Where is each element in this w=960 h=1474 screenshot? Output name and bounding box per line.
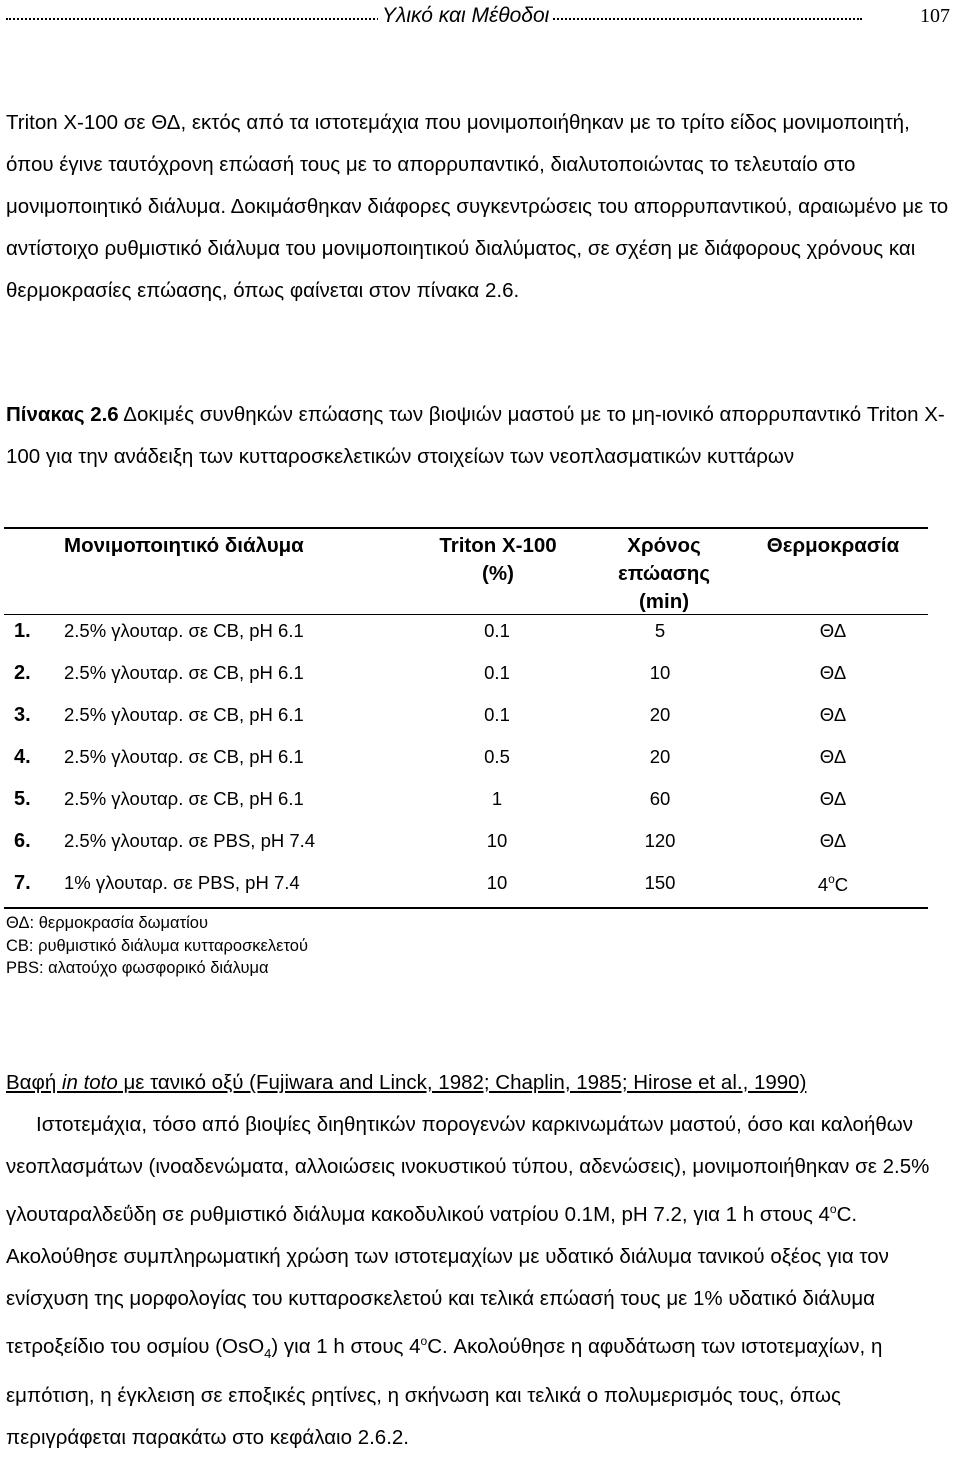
row-solution: 2.5% γλουταρ. σε CB, pH 6.1 <box>64 662 304 683</box>
temp-value: 4 <box>817 874 829 895</box>
paragraph-2 <box>6 1062 954 1459</box>
row-number: 4. <box>14 746 31 768</box>
paragraph-2-part1: Ιστοτεμάχια, τόσο από βιοψίες διηθητικών πορογενών καρκινωμάτων μαστού, όσο και καλοήθων νεοπλασμάτων (ινοαδενώματα, αλλοιώσεις ινοκυστικού τύπου, αδενώσεις), μονιμοποιήθηκαν σε 2.5% γλουταραλδεΰδη σε ρυθμιστικό διάλυμα κακοδυλικού νατρίου 0.1M, pH 7.2, για 1 h στους 4 <box>6 1113 930 1226</box>
table-bottom-rule <box>4 907 928 909</box>
subscript: 4 <box>264 1346 272 1362</box>
row-time: 20 <box>649 704 671 725</box>
header-temperature: Θερμοκρασία <box>766 534 900 557</box>
row-triton: 10 <box>486 830 508 851</box>
table-caption-label: Πίνακας 2.6 <box>6 403 119 426</box>
header-time-line2: επώασης <box>618 562 710 585</box>
degree-sup: o <box>420 1334 428 1348</box>
row-number: 3. <box>14 704 31 726</box>
header-time-line3: (min) <box>638 590 690 613</box>
row-number: 1. <box>14 620 31 642</box>
row-triton: 0.1 <box>484 704 510 725</box>
row-temperature: ΘΔ <box>819 662 847 683</box>
section-heading <box>6 1071 806 1094</box>
note-item: CB: ρυθμιστικό διάλυμα κυτταροσκελετού <box>6 936 308 955</box>
row-triton: 1 <box>491 788 503 809</box>
row-temperature <box>758 872 908 896</box>
page-number: 107 <box>920 5 950 27</box>
table-top-rule <box>4 527 928 529</box>
row-triton: 0.1 <box>484 662 510 683</box>
row-number: 5. <box>14 788 31 810</box>
temp-unit: C <box>834 874 849 895</box>
header-triton-line1: Triton X-100 <box>439 534 557 557</box>
table-header-rule <box>4 614 928 615</box>
row-triton: 10 <box>486 872 508 893</box>
row-solution: 1% γλουταρ. σε PBS, pH 7.4 <box>64 872 300 893</box>
row-time: 60 <box>649 788 671 809</box>
header-triton <box>420 532 576 588</box>
temp-degree: o <box>828 872 835 886</box>
section-heading-start: Βαφή <box>6 1071 62 1094</box>
section-heading-italic: in toto <box>61 1071 118 1094</box>
row-temperature: ΘΔ <box>819 746 847 767</box>
row-time: 5 <box>654 620 666 641</box>
paragraph-2-part3: ) για 1 h στους 4 <box>271 1335 421 1358</box>
degree-sup: o <box>829 1202 837 1216</box>
note-item: ΘΔ: θερμοκρασία δωματίου <box>6 914 208 932</box>
row-number: 6. <box>14 830 31 852</box>
header-triton-line2: (%) <box>482 562 514 585</box>
table-row <box>0 788 960 830</box>
row-temperature: ΘΔ <box>819 620 847 641</box>
row-solution: 2.5% γλουταρ. σε CB, pH 6.1 <box>64 788 304 809</box>
table-notes <box>6 912 308 980</box>
table-row <box>0 746 960 788</box>
section-heading-end: με τανικό οξύ (Fujiwara and Linck, 1982; Chaplin, 1985; Hirose et al., 1990) <box>117 1071 807 1094</box>
table-row <box>0 830 960 872</box>
row-triton: 0.5 <box>484 746 510 767</box>
header-time <box>594 532 734 616</box>
row-triton: 0.1 <box>484 620 510 641</box>
row-time: 120 <box>644 830 676 851</box>
row-solution: 2.5% γλουταρ. σε PBS, pH 7.4 <box>64 830 316 851</box>
paragraph-1: Triton X-100 σε ΘΔ, εκτός από τα ιστοτεμάχια που μονιμοποιήθηκαν με το τρίτο είδος μονιμοποιητή, όπου έγινε ταυτόχρονη επώασή τους με το απορρυπαντικό, διαλυτοποιώντας το τελευταίο στο μονιμοποιητικό διάλυμα. Δοκιμάσθηκαν διάφορες συγκεντρώσεις του απορρυπαντικού, αραιωμένο με το αντίστοιχο ρυθμιστικό διάλυμα του μονιμοποιητικού διαλύματος, σε σχέση με διάφορους χρόνους και θερμοκρασίες επώασης, όπως φαίνεται στον πίνακα 2.6. <box>6 111 949 302</box>
header-title: Υλικό και Μέθοδοι <box>378 4 553 28</box>
row-time: 150 <box>644 872 676 893</box>
row-temperature: ΘΔ <box>819 830 847 851</box>
table-row <box>0 662 960 704</box>
row-solution: 2.5% γλουταρ. σε CB, pH 6.1 <box>64 620 304 641</box>
row-solution: 2.5% γλουταρ. σε CB, pH 6.1 <box>64 746 304 767</box>
table-row <box>0 704 960 746</box>
row-time: 10 <box>649 662 671 683</box>
page-header <box>6 6 954 30</box>
note-item: PBS: αλατούχο φωσφορικό διάλυμα <box>6 959 269 977</box>
paragraph-2-part4: C. Ακολούθησε η αφυδάτωση των ιστοτεμαχίων, η εμπότιση, η έγκλειση σε εποξικές ρητίνες, η σκήνωση και τελικά ο πολυμερισμός τους, όπως περιγράφεται παρακάτω στο κεφάλαιο 2.6.2. <box>6 1335 883 1450</box>
row-temperature: ΘΔ <box>819 704 847 725</box>
table-caption <box>6 394 954 478</box>
row-solution: 2.5% γλουταρ. σε CB, pH 6.1 <box>64 704 304 725</box>
table-row <box>0 620 960 662</box>
table-caption-text: Δοκιμές συνθηκών επώασης των βιοψιών μαστού με το μη-ιονικό απορρυπαντικό Triton X-100 για την ανάδειξη των κυτταροσκελετικών στοιχείων των νεοπλασματικών κυττάρων <box>6 403 945 468</box>
row-number: 7. <box>14 872 31 894</box>
paragraph-2-part2: C. Ακολούθησε συμπληρωματική χρώση των ιστοτεμαχίων με υδατικό διάλυμα τανικού οξέος για τον ενίσχυση της μορφολογίας του κυτταροσκελετού και τελικά επώασή τους με 1% υδατικό διάλυμα τετροξείδιο του οσμίου (OsO <box>6 1203 889 1358</box>
header-time-line1: Χρόνος <box>627 534 701 557</box>
header-solution: Μονιμοποιητικό διάλυμα <box>64 534 304 557</box>
row-temperature: ΘΔ <box>819 788 847 809</box>
row-number: 2. <box>14 662 31 684</box>
row-time: 20 <box>649 746 671 767</box>
